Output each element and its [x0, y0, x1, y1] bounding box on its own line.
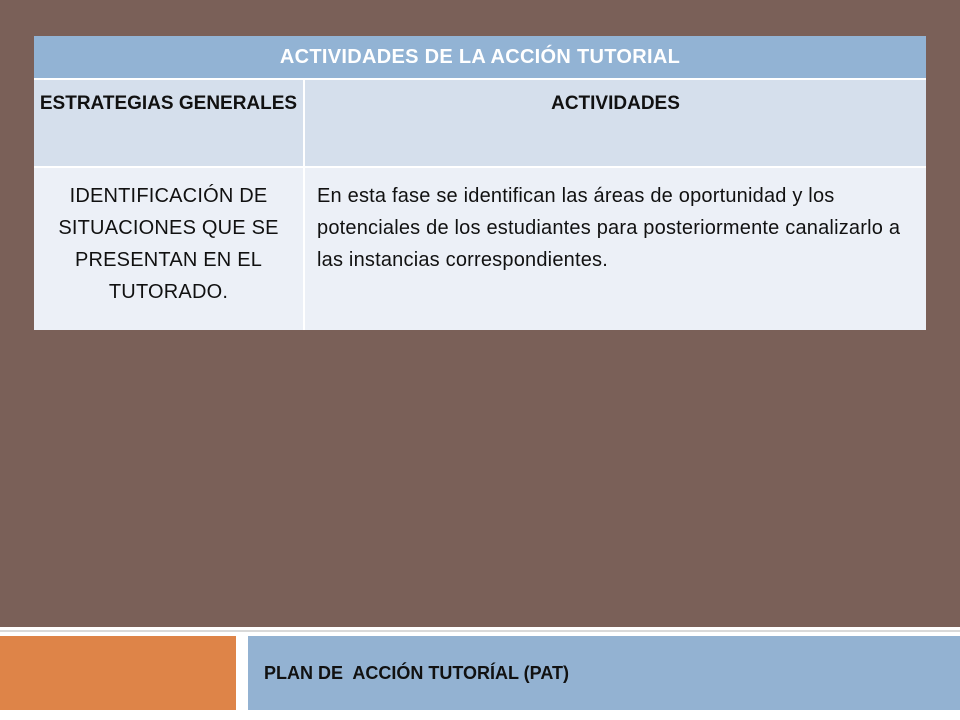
footer-divider [0, 626, 960, 627]
header-activities: ACTIVIDADES [304, 79, 926, 167]
strategy-cell: IDENTIFICACIÓN DE SITUACIONES QUE SE PRESENTAN EN EL TUTORADO. [34, 167, 304, 330]
footer-accent-block [0, 636, 236, 710]
footer-title: PLAN DE ACCIÓN TUTORÍAL (PAT) [264, 663, 569, 683]
footer-divider-line [0, 630, 960, 632]
activity-cell: En esta fase se identifican las áreas de oportunidad y los potenciales de los estudiantes para posteriormente canalizarlo a las instancias correspondientes. [304, 167, 926, 330]
activities-table-container [34, 36, 926, 310]
table-title: ACTIVIDADES DE LA ACCIÓN TUTORIAL [34, 36, 926, 79]
header-strategies: ESTRATEGIAS GENERALES [34, 79, 304, 167]
table-title-row [34, 36, 926, 79]
table-header-row [34, 79, 926, 167]
activities-table [34, 36, 926, 330]
table-row [34, 167, 926, 330]
